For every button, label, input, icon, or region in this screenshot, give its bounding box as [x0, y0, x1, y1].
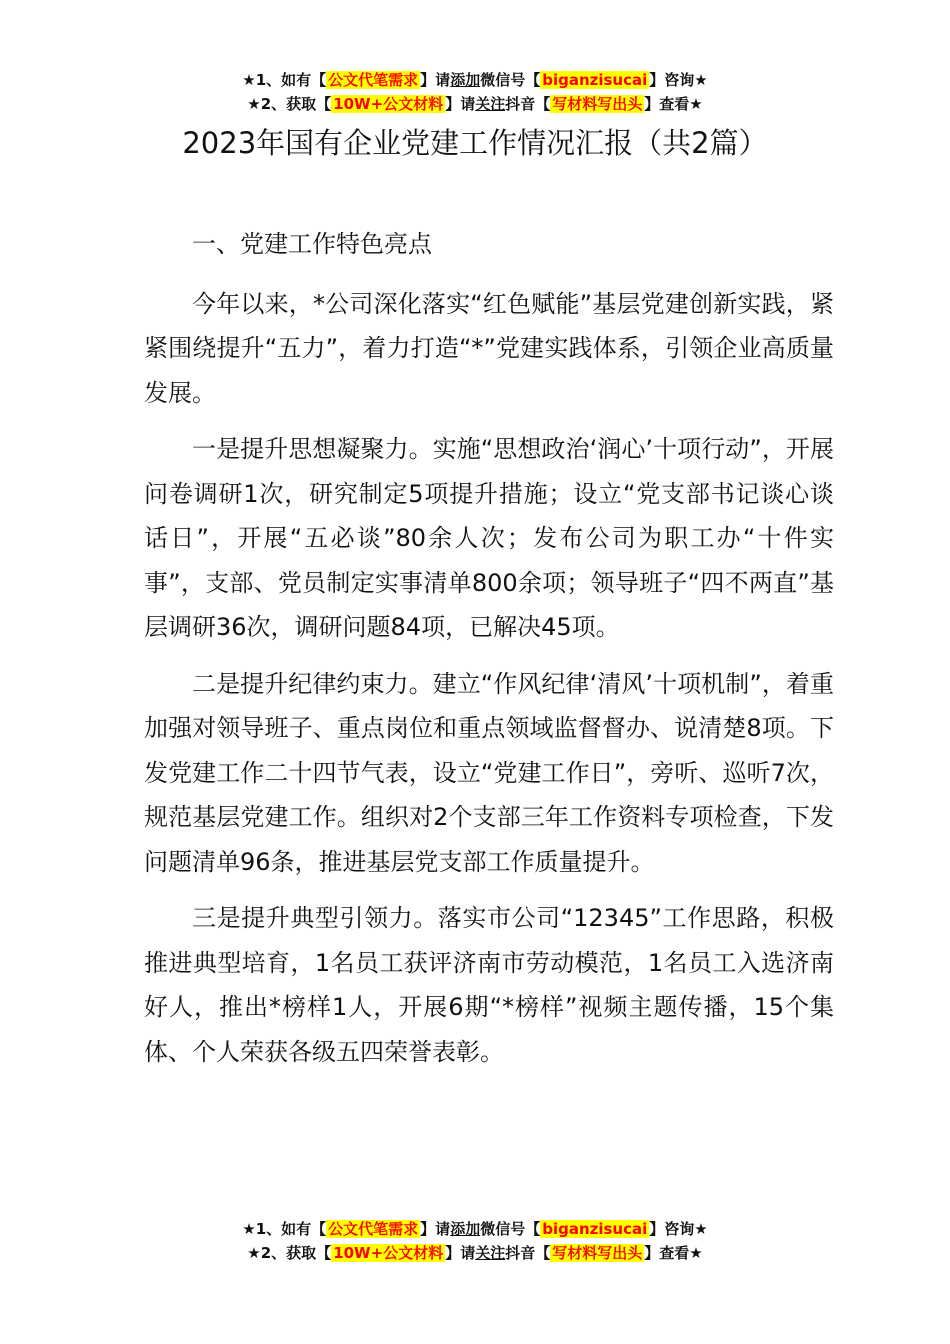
paragraph-ideological-cohesion: 一是提升思想凝聚力。实施“思想政治‘润心’十项行动”，开展问卷调研1次，研究制定5项提升措施；设立“党支部书记谈心谈话日”，开展“五必谈”80余人次；发布公司为职工办“十件实事”，支部、党员制定实事清单800余项；领导班子“四不两直”基层调研36次，调研问题84项，已解决45项。 [144, 435, 834, 641]
bottom-notice [0, 1217, 950, 1265]
document-body [144, 222, 834, 1086]
paragraph-discipline: 二是提升纪律约束力。建立“作风纪律‘清风’十项机制”，着重加强对领导班子、重点岗位和重点领域监督督办、说清楚8项。下发党建工作二十四节气表，设立“党建工作日”，旁听、巡听7次，规范基层党建工作。组织对2个支部三年工作资料专项检查，下发问题清单96条，推进基层党支部工作质量提升。 [144, 669, 834, 876]
paragraph-intro: 今年以来，*公司深化落实“红色赋能”基层党建创新实践，紧紧围绕提升“五力”，着力打造“*”党建实践体系，引领企业高质量发展。 [144, 289, 834, 407]
notice-text: 】咨询★ [649, 1220, 708, 1238]
notice-text: 】咨询★ [649, 71, 708, 89]
section-heading: 一、党建工作特色亮点 [192, 230, 432, 258]
notice-text: ★2、获取【 [247, 95, 332, 113]
document-title: 2023年国有企业党建工作情况汇报（共2篇） [182, 126, 768, 160]
notice-line-2 [0, 92, 950, 116]
notice-highlight-materials: 10W+公文材料 [333, 1244, 444, 1262]
notice-text: 】请 [445, 1244, 476, 1262]
notice-underlined-text: 关注 [475, 1244, 506, 1262]
notice-text: 抖音【 [505, 1244, 551, 1262]
notice-highlight-wechat-id: biganzisucai [542, 1220, 648, 1238]
notice-text: 】请 [420, 71, 451, 89]
notice-underlined-text: 添加 [450, 1220, 481, 1238]
notice-highlight-douyin: 写材料写出头 [552, 1244, 643, 1262]
top-notice [0, 68, 950, 116]
notice-highlight-wechat-id: biganzisucai [542, 71, 648, 89]
notice-text: 微信号【 [480, 1220, 541, 1238]
notice-text: 】查看★ [644, 95, 703, 113]
notice-line-1 [0, 1217, 950, 1241]
notice-text: ★1、如有【 [242, 1220, 327, 1238]
notice-underlined-text: 关注 [475, 95, 506, 113]
notice-text: 】请 [420, 1220, 451, 1238]
notice-highlight-materials: 10W+公文材料 [333, 95, 444, 113]
notice-highlight-service: 公文代笔需求 [328, 71, 419, 89]
notice-line-1 [0, 68, 950, 92]
notice-text: 微信号【 [480, 71, 541, 89]
notice-line-2 [0, 1241, 950, 1265]
notice-text: 】请 [445, 95, 476, 113]
notice-text: 抖音【 [505, 95, 551, 113]
notice-text: ★1、如有【 [242, 71, 327, 89]
notice-text: ★2、获取【 [247, 1244, 332, 1262]
notice-underlined-text: 添加 [450, 71, 481, 89]
notice-highlight-douyin: 写材料写出头 [552, 95, 643, 113]
paragraph-role-models: 三是提升典型引领力。落实市公司“12345”工作思路，积极推进典型培育，1名员工获评济南市劳动模范，1名员工入选济南好人，推出*榜样1人，开展6期“*榜样”视频主题传播，15个集体、个人荣获各级五四荣誉表彰。 [144, 904, 834, 1066]
notice-text: 】查看★ [644, 1244, 703, 1262]
notice-highlight-service: 公文代笔需求 [328, 1220, 419, 1238]
